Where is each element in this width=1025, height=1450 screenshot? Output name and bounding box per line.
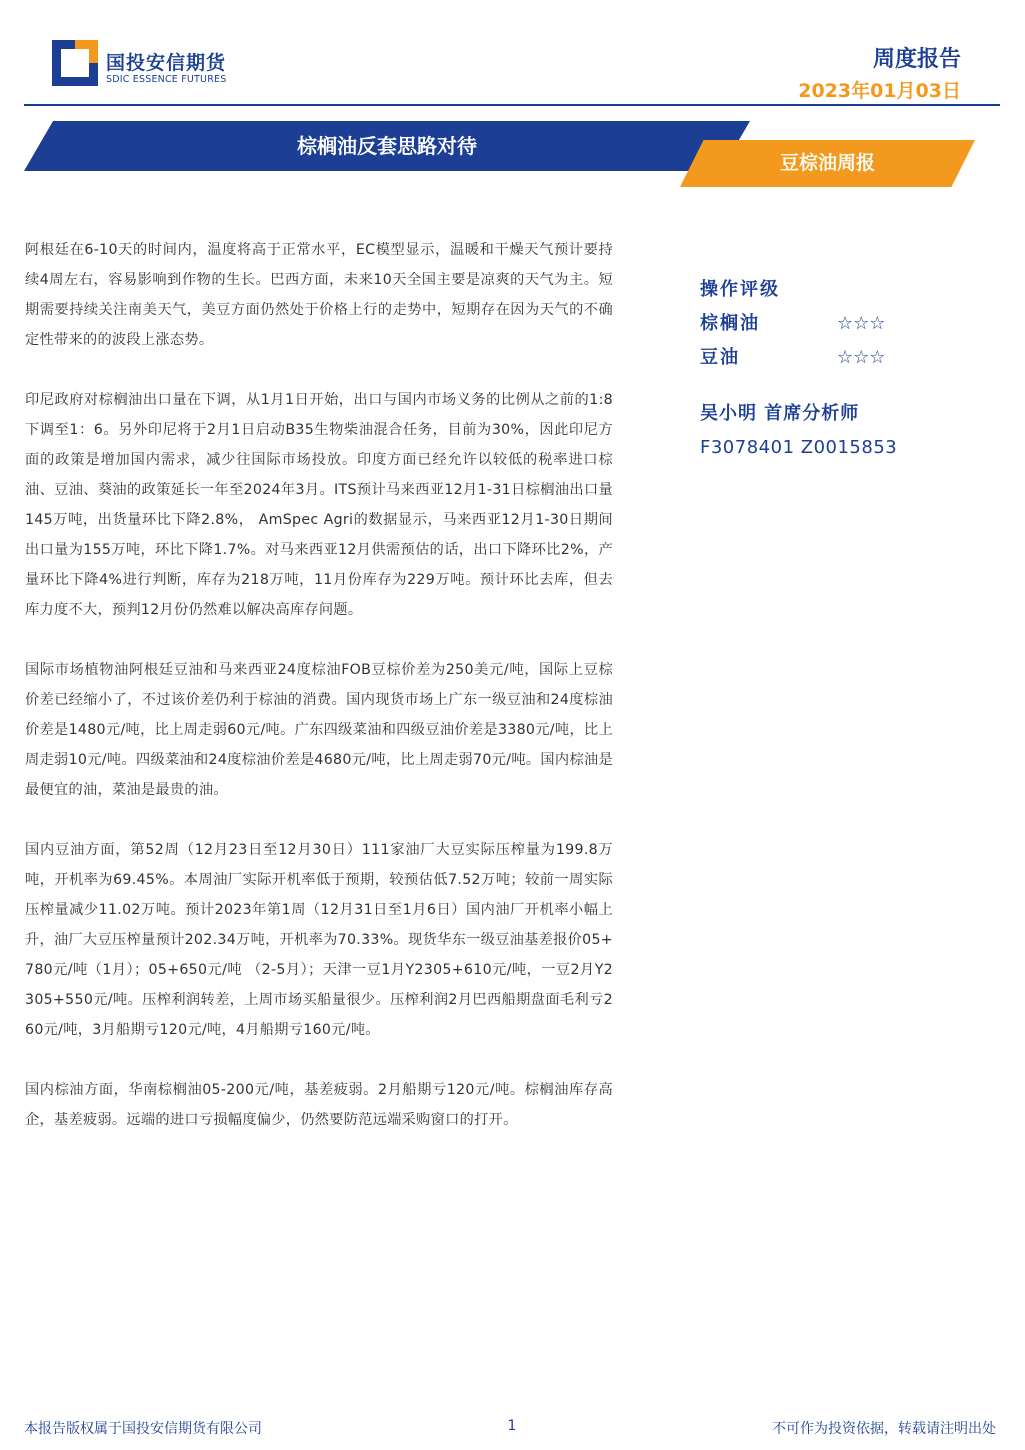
report-title: 棕榈油反套思路对待 <box>297 134 477 158</box>
header-divider <box>24 104 1000 106</box>
report-type: 周度报告 <box>872 47 961 72</box>
rating-name: 棕榈油 <box>700 313 760 334</box>
footer-copyright: 本报告版权属于国投安信期货有限公司 <box>24 1421 262 1437</box>
company-logo <box>52 40 252 90</box>
paragraph-domestic-soybean-oil: 国内豆油方面，第52周（12月23日至12月30日）111家油厂大豆实际压榨量为199.8万吨，开机率为69.45%。本周油厂实际开机率低于预期，较预估低7.52万吨；较前一周实际压榨量减少11.02万吨。预计2023年第1周（12月31日至1月6日）国内油厂开机率小幅上升，油厂大豆压榨量预计202.34万吨，开机率为70.33%。现货华东一级豆油基差报价05+780元/吨（1月）；05+650元/吨 （2-5月）；天津一豆1月Y2305+610元/吨，一豆2月Y2305+550元/吨。压榨利润转差，上周市场买船量很少。压榨利润2月巴西船期盘面毛利亏260元/吨，3月船期亏120元/吨，4月船期亏160元/吨。 <box>25 842 613 1038</box>
page-footer <box>24 1418 1000 1440</box>
logo-chinese-name: 国投安信期货 <box>106 52 227 74</box>
logo-square-icon <box>52 40 98 86</box>
rating-row-soybean-oil <box>700 341 1000 375</box>
report-body <box>25 235 613 1165</box>
rating-stars-icon: ☆☆☆ <box>837 313 886 334</box>
page-number: 1 <box>507 1418 517 1434</box>
rating-name: 豆油 <box>700 347 740 368</box>
logo-english-name: SDIC ESSENCE FUTURES <box>106 74 227 85</box>
paragraph-south-america-weather: 阿根廷在6-10天的时间内，温度将高于正常水平，EC模型显示，温暖和干燥天气预计要持续4周左右，容易影响到作物的生长。巴西方面，未来10天全国主要是凉爽的天气为主。短期需要持续关注南美天气，美豆方面仍然处于价格上行的走势中，短期存在因为天气的不确定性带来的的波段上涨态势。 <box>25 242 613 348</box>
analyst-name: 吴小明 首席分析师 <box>700 403 860 424</box>
paragraph-palm-oil-exports: 印尼政府对棕榈油出口量在下调，从1月1日开始，出口与国内市场义务的比例从之前的1:8下调至1：6。另外印尼将于2月1日启动B35生物柴油混合任务，目前为30%，因此印尼方面的政策是增加国内需求，减少往国际市场投放。印度方面已经允许以较低的税率进口棕油、豆油、葵油的政策延长一年至2024年3月。ITS预计马来西亚12月1-31日棕榈油出口量145万吨，出货量环比下降2.8%， AmSpec Agri的数据显示，马来西亚12月1-30日期间出口量为155万吨，环比下降1.7%。对马来西亚12月供需预估的话，出口下降环比2%，产量环比下降4%进行判断，库存为218万吨，11月份库存为229万吨。预计环比去库，但去库力度不大，预判12月份仍然难以解决高库存问题。 <box>25 392 613 618</box>
rating-stars-icon: ☆☆☆ <box>837 347 886 368</box>
analyst-license: F3078401 Z0015853 <box>700 437 898 458</box>
footer-disclaimer: 不可作为投资依据，转载请注明出处 <box>772 1421 996 1437</box>
paragraph-price-spreads: 国际市场植物油阿根廷豆油和马来西亚24度棕油FOB豆棕价差为250美元/吨，国际上豆棕价差已经缩小了，不过该价差仍利于棕油的消费。国内现货市场上广东一级豆油和24度棕油价差是1480元/吨，比上周走弱60元/吨。广东四级菜油和四级豆油价差是3380元/吨，比上周走弱10元/吨。四级菜油和24度棕油价差是4680元/吨，比上周走弱70元/吨。国内棕油是最便宜的油，菜油是最贵的油。 <box>25 662 613 798</box>
rating-row-palm-oil <box>700 307 1000 341</box>
report-series-tag: 豆棕油周报 <box>779 152 875 174</box>
paragraph-domestic-palm-oil: 国内棕油方面，华南棕榈油05-200元/吨，基差疲弱。2月船期亏120元/吨。棕榈油库存高企，基差疲弱。远端的进口亏损幅度偏少，仍然要防范远端采购窗口的打开。 <box>25 1082 613 1128</box>
rating-sidebar <box>700 273 1000 465</box>
report-date: 2023年01月03日 <box>798 80 961 102</box>
rating-title: 操作评级 <box>700 279 780 300</box>
